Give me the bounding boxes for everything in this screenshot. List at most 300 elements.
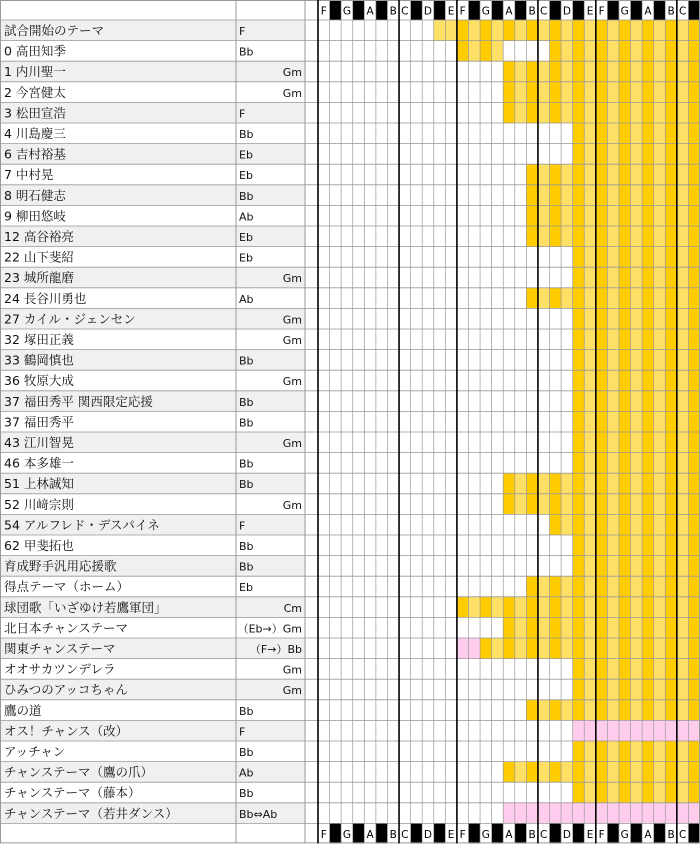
range-cell [665,700,677,721]
range-cell [688,205,700,226]
range-cell [665,720,677,741]
range-cell [677,102,689,123]
range-cell [665,514,677,535]
range-cell [596,556,608,577]
range-cell [665,432,677,453]
key-footer [607,823,619,843]
range-cell [665,494,677,515]
range-cell [688,597,700,618]
range-cell [619,803,631,824]
range-cell [654,782,666,803]
song-name: チャンステーマ（鷹の爪） [4,764,154,780]
note-label: B [667,5,675,18]
range-cell [561,617,573,638]
song-name: 0 高田知季 [4,43,66,59]
range-cell [584,741,596,762]
song-key: Bb [239,746,254,759]
range-cell [550,102,562,123]
range-cell [619,308,631,329]
range-cell [503,494,515,515]
range-cell [596,267,608,288]
range-cell [584,82,596,103]
range-cell [550,82,562,103]
song-key: Eb [239,231,253,244]
range-cell [677,226,689,247]
range-cell [642,308,654,329]
range-cell [607,597,619,618]
range-cell [677,411,689,432]
range-cell [654,432,666,453]
range-cell [619,556,631,577]
song-key: F [239,25,246,38]
note-label: A [505,828,513,841]
range-cell [665,82,677,103]
range-cell [631,288,643,309]
range-cell [642,617,654,638]
range-cell [596,411,608,432]
range-cell [607,411,619,432]
range-cell [619,391,631,412]
song-key: Ab [239,766,254,780]
range-cell [665,350,677,371]
range-cell [619,411,631,432]
range-cell [619,659,631,680]
range-cell [596,762,608,783]
song-name: 22 山下斐紹 [4,249,74,265]
range-cell [584,329,596,350]
key-footer [492,823,504,843]
range-cell [688,720,700,741]
song-name: 育成野手汎用応援歌 [4,558,117,574]
range-cell [665,226,677,247]
range-cell [654,679,666,700]
range-cell [584,453,596,474]
range-cell [573,803,585,824]
note-label: D [423,5,433,18]
range-cell [573,597,585,618]
range-cell [631,267,643,288]
range-cell [619,597,631,618]
range-cell [677,20,689,41]
range-cell [631,432,643,453]
note-label: C [401,828,409,841]
key-header [631,0,643,20]
range-cell [596,102,608,123]
range-cell [677,494,689,515]
range-cell [457,597,469,618]
range-cell [596,226,608,247]
range-cell [480,597,492,618]
range-cell [607,82,619,103]
range-cell [677,638,689,659]
range-cell [584,102,596,123]
range-cell [573,82,585,103]
song-name: 鷹の道 [4,702,42,718]
song-key: Bb⇔Ab [239,807,278,821]
range-cell [619,102,631,123]
range-cell [596,185,608,206]
range-cell [584,514,596,535]
note-label: D [562,828,571,841]
range-cell [607,782,619,803]
range-cell [596,782,608,803]
range-cell [607,164,619,185]
song-name: 4 川島慶三 [4,126,66,141]
range-cell [677,432,689,453]
range-cell [631,370,643,391]
range-cell [619,41,631,62]
range-cell [561,226,573,247]
range-cell [607,370,619,391]
range-cell [654,350,666,371]
range-cell [607,762,619,783]
range-cell [515,20,527,41]
range-cell [445,20,457,41]
range-cell [654,741,666,762]
range-cell [631,762,643,783]
song-key: F [239,725,246,739]
song-key: Gm [282,334,302,347]
range-cell [654,205,666,226]
range-cell [503,803,515,824]
range-cell [654,411,666,432]
range-cell [573,700,585,721]
note-label: E [586,5,594,18]
range-cell [631,576,643,597]
range-cell [631,453,643,474]
range-cell [654,288,666,309]
note-label: A [644,5,652,18]
range-cell [642,205,654,226]
range-cell [677,453,689,474]
range-cell [642,411,654,432]
note-label: G [620,828,629,841]
range-cell [550,700,562,721]
range-cell [573,741,585,762]
range-cell [688,556,700,577]
range-cell [654,123,666,144]
range-cell [515,638,527,659]
range-cell [561,102,573,123]
song-key: Bb [239,704,254,718]
range-cell [515,82,527,103]
range-cell [631,20,643,41]
note-label: B [667,828,675,841]
song-name: チャンステーマ（若井ダンス） [4,805,178,821]
range-cell [688,617,700,638]
note-label: B [389,5,397,18]
song-key: Ab [239,210,254,224]
range-cell [573,453,585,474]
range-cell [550,20,562,41]
range-cell [642,164,654,185]
range-cell [584,308,596,329]
range-cell [468,597,480,618]
range-cell [642,185,654,206]
range-cell [573,61,585,82]
range-cell [665,782,677,803]
range-cell [596,308,608,329]
note-label: D [562,5,571,18]
range-cell [538,205,550,226]
range-cell [688,82,700,103]
range-cell [665,741,677,762]
range-cell [573,123,585,144]
key-footer [330,823,342,843]
song-key: Ab [239,292,254,306]
range-cell [654,185,666,206]
range-cell [573,308,585,329]
range-cell [619,535,631,556]
key-header [434,0,446,20]
range-cell [688,370,700,391]
range-cell [642,350,654,371]
range-cell [631,205,643,226]
note-label: E [447,828,455,841]
note-label: G [342,5,352,18]
range-cell [596,741,608,762]
range-cell [619,514,631,535]
range-cell [677,329,689,350]
range-cell [642,741,654,762]
range-cell [642,535,654,556]
song-name: 51 上林誠知 [4,476,74,492]
song-name: 2 今宮健太 [4,84,66,100]
song-name: 36 牧原大成 [4,373,74,389]
range-cell [677,473,689,494]
range-cell [584,782,596,803]
range-cell [619,700,631,721]
range-cell [619,782,631,803]
range-cell [584,144,596,165]
note-label: E [447,5,455,18]
range-cell [538,597,550,618]
range-cell [526,494,538,515]
song-name: 27 カイル・ジェンセン [4,311,136,327]
range-cell [665,391,677,412]
range-cell [607,102,619,123]
range-cell [688,453,700,474]
range-cell [538,288,550,309]
range-cell [515,762,527,783]
range-cell [631,164,643,185]
range-cell [538,617,550,638]
range-cell [665,267,677,288]
range-cell [584,226,596,247]
range-cell [619,61,631,82]
range-cell [631,494,643,515]
song-name: 37 福田秀平 関西限定応援 [4,393,153,409]
range-cell [550,576,562,597]
range-cell [642,638,654,659]
range-cell [607,247,619,268]
range-cell [688,226,700,247]
range-cell [607,267,619,288]
range-cell [573,226,585,247]
range-cell [550,638,562,659]
song-key: （Eb→）Gm [237,622,302,636]
range-cell [688,288,700,309]
range-cell [538,803,550,824]
range-cell [677,720,689,741]
range-cell [515,494,527,515]
range-cell [561,576,573,597]
song-name: 7 中村晃 [4,167,54,183]
song-key: Eb [239,581,253,595]
range-cell [573,350,585,371]
range-cell [631,514,643,535]
key-header [376,0,388,20]
range-cell [526,700,538,721]
song-key: Eb [239,169,253,183]
range-cell [619,720,631,741]
range-cell [677,370,689,391]
range-cell [665,288,677,309]
note-label: F [459,5,466,18]
range-cell [688,61,700,82]
key-header [515,0,527,20]
range-cell [619,370,631,391]
range-cell [561,514,573,535]
note-label: C [540,5,548,18]
range-cell [573,576,585,597]
range-cell [573,41,585,62]
range-cell [573,494,585,515]
range-cell [642,453,654,474]
range-cell [607,720,619,741]
range-cell [677,556,689,577]
range-cell [596,205,608,226]
range-cell [526,617,538,638]
song-name: 球団歌「いざゆけ若鷹軍団」 [4,599,167,615]
range-cell [596,20,608,41]
range-cell [607,659,619,680]
range-cell [596,41,608,62]
range-cell [631,350,643,371]
range-cell [573,247,585,268]
range-cell [607,535,619,556]
range-cell [596,473,608,494]
song-key: Gm [282,684,302,698]
range-cell [515,597,527,618]
key-header [411,0,423,20]
range-cell [596,494,608,515]
range-cell [573,102,585,123]
range-cell [665,370,677,391]
range-cell [619,617,631,638]
range-cell [607,638,619,659]
range-cell [538,473,550,494]
range-cell [677,576,689,597]
range-cell [677,350,689,371]
range-cell [584,576,596,597]
range-cell [654,226,666,247]
range-cell [642,123,654,144]
range-cell [688,308,700,329]
key-footer [688,823,700,843]
note-label: A [366,828,374,841]
range-cell [503,617,515,638]
note-label: C [678,828,687,841]
range-cell [642,679,654,700]
range-cell [561,61,573,82]
range-cell [642,473,654,494]
range-cell [677,288,689,309]
range-cell [654,473,666,494]
range-cell [631,41,643,62]
song-key: Bb [239,478,254,492]
range-cell [526,102,538,123]
song-name: 得点テーマ（ホーム） [4,579,130,595]
song-key: Gm [282,313,302,327]
range-cell [642,41,654,62]
range-cell [584,20,596,41]
range-cell [619,741,631,762]
range-cell [654,659,666,680]
note-label: A [366,5,374,18]
range-cell [526,205,538,226]
range-cell [619,329,631,350]
range-cell [631,411,643,432]
range-cell [607,20,619,41]
range-cell [665,329,677,350]
range-cell [573,267,585,288]
range-cell [665,535,677,556]
range-cell [573,679,585,700]
range-cell [434,20,446,41]
range-cell [688,102,700,123]
song-key: Bb [239,540,254,553]
range-cell [665,123,677,144]
range-cell [619,453,631,474]
range-cell [584,597,596,618]
range-cell [607,494,619,515]
range-cell [642,226,654,247]
range-cell [642,514,654,535]
range-cell [607,679,619,700]
key-footer [515,823,527,843]
range-cell [677,782,689,803]
range-cell [654,308,666,329]
song-key: Gm [282,663,302,677]
song-name: 1 内川聖一 [4,64,66,80]
range-cell [526,82,538,103]
range-cell [596,803,608,824]
range-cell [631,556,643,577]
note-label: F [320,5,327,18]
range-cell [677,659,689,680]
range-cell [526,164,538,185]
range-cell [631,679,643,700]
range-cell [688,41,700,62]
range-cell [677,247,689,268]
song-name: オオサカツンデレラ [4,661,116,677]
song-name: 6 吉村裕基 [4,146,66,162]
range-cell [631,185,643,206]
range-cell [596,247,608,268]
song-key: Bb [239,395,254,409]
song-name: 24 長谷川勇也 [4,290,87,306]
range-cell [607,741,619,762]
range-cell [631,247,643,268]
song-name: チャンステーマ（藤本） [4,785,141,801]
range-cell [677,267,689,288]
range-cell [654,453,666,474]
range-cell [619,432,631,453]
song-name: 37 福田秀平 [4,414,74,430]
key-footer [411,823,423,843]
range-cell [642,700,654,721]
